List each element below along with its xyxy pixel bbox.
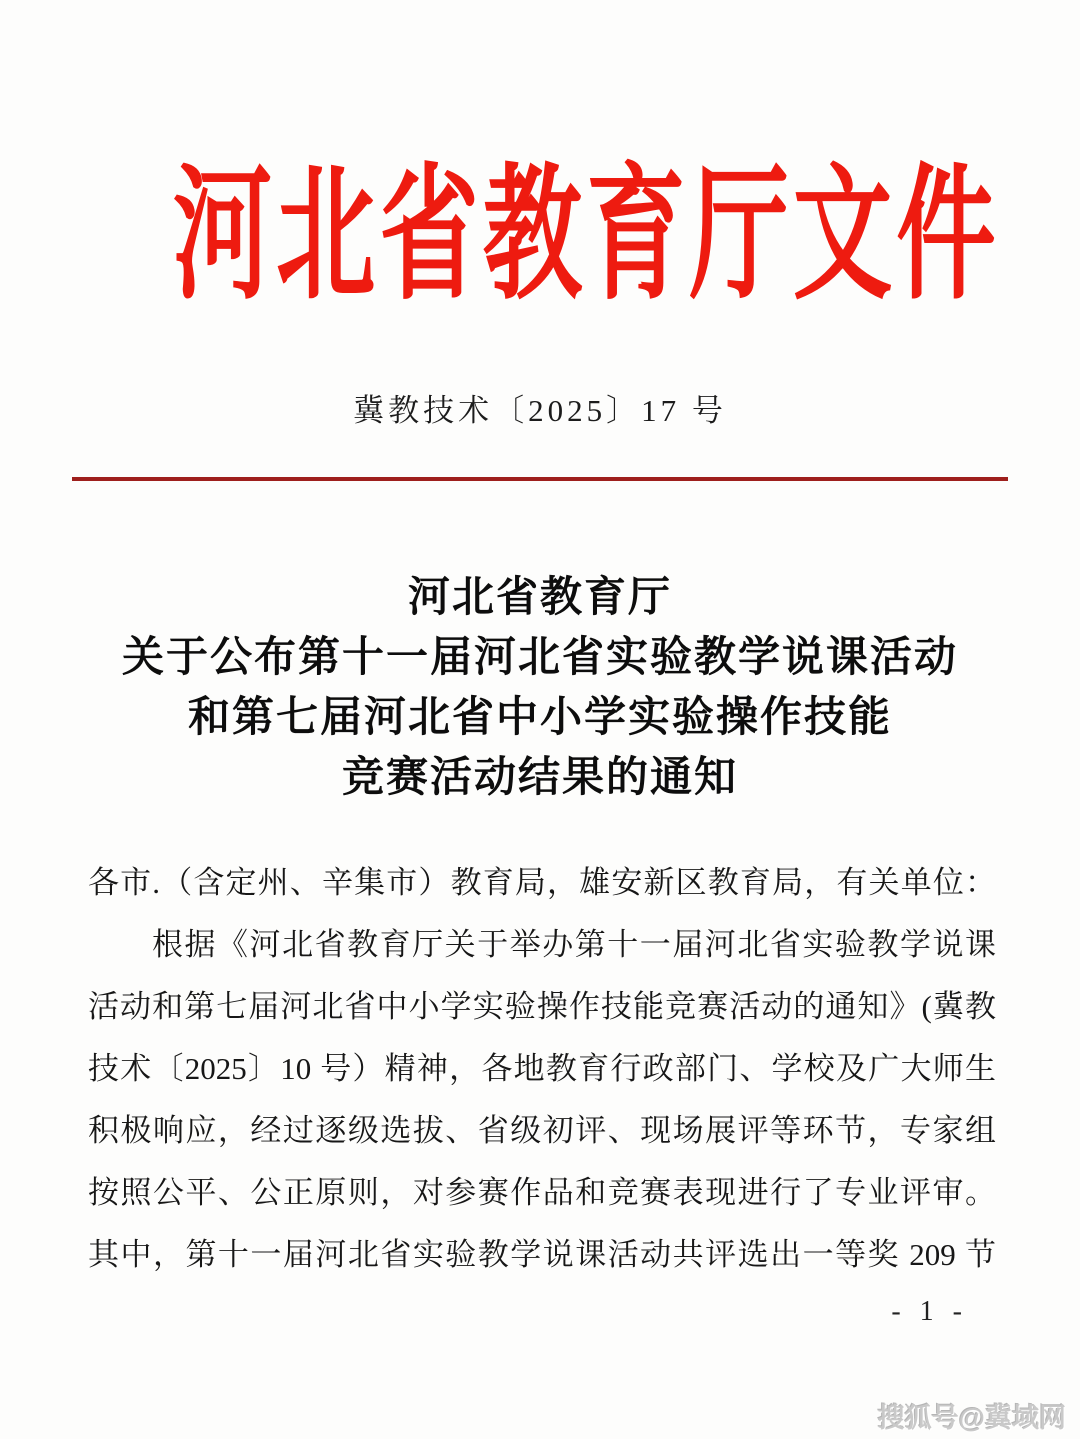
body-line: 技术〔2025〕10 号）精神，各地教育行政部门、学校及广大师生 xyxy=(88,1051,996,1086)
agency-letterhead-title: 河北省教育厅文件 xyxy=(172,155,1000,317)
notice-title-line-2: 关于公布第十一届河北省实验教学说课活动 xyxy=(121,635,958,681)
notice-title xyxy=(40,568,1040,808)
notice-title-line-3: 和第七届河北省中小学实验操作技能 xyxy=(187,695,892,741)
body-line: 积极响应，经过逐级选拔、省级初评、现场展评等环节，专家组 xyxy=(88,1113,996,1148)
body-line: 根据《河北省教育厅关于举办第十一届河北省实验教学说课 xyxy=(152,927,996,962)
red-divider-line xyxy=(72,477,1008,481)
notice-title-line-4: 竞赛活动结果的通知 xyxy=(341,755,738,801)
page-number: - 1 - xyxy=(891,1296,968,1327)
document-number: 冀教技术〔2025〕17 号 xyxy=(353,393,727,428)
watermark-label: 搜狐号@冀域网 xyxy=(877,1403,1066,1433)
body-line: 按照公平、公正原则，对参赛作品和竞赛表现进行了专业评审。 xyxy=(88,1175,996,1210)
body-line: 活动和第七届河北省中小学实验操作技能竞赛活动的通知》(冀教 xyxy=(88,989,996,1024)
body-line: 其中，第十一届河北省实验教学说课活动共评选出一等奖 209 节 xyxy=(88,1237,996,1272)
notice-title-line-1: 河北省教育厅 xyxy=(407,575,672,621)
notice-body xyxy=(88,852,996,1286)
salutation-line: 各市.（含定州、辛集市）教育局，雄安新区教育局，有关单位： xyxy=(88,865,996,900)
